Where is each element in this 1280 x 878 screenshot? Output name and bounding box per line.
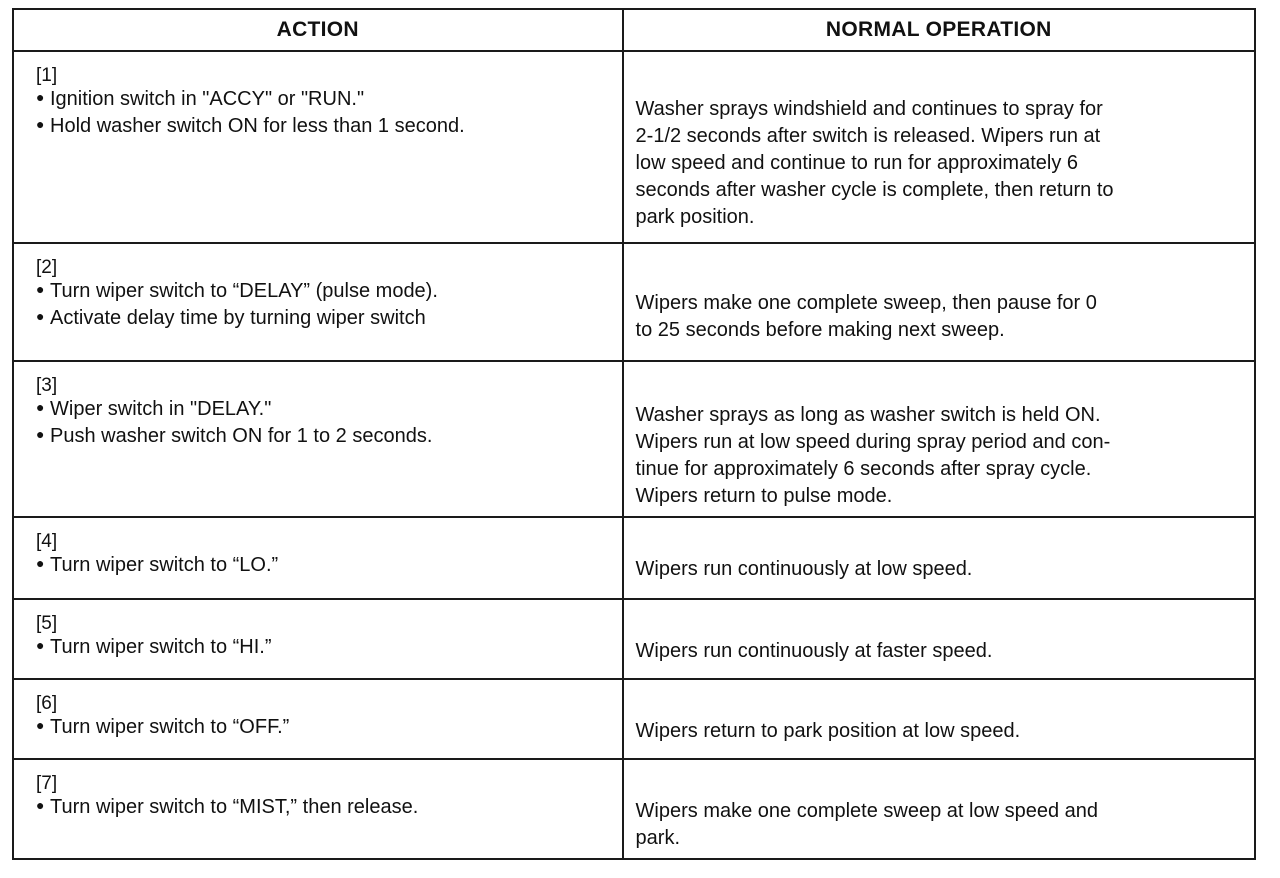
- action-cell: [13, 599, 623, 679]
- normal-operation-cell: [623, 599, 1255, 679]
- bullet-icon: ●: [36, 308, 45, 324]
- step-number: [6]: [36, 693, 58, 714]
- normal-operation-line: 2-1/2 seconds after switch is released. Wipers run at: [635, 125, 1101, 147]
- step-number: [2]: [36, 257, 58, 278]
- action-item: ● Ignition switch in "ACCY" or "RUN.": [36, 85, 612, 112]
- normal-operation-cell: [623, 243, 1255, 361]
- normal-operation-line: Wipers run continuously at low speed.: [635, 558, 973, 580]
- action-cell: [13, 243, 623, 361]
- bullet-icon: ●: [36, 797, 45, 813]
- action-cell: [13, 759, 623, 859]
- normal-operation-cell: [623, 679, 1255, 759]
- bullet-icon: ●: [36, 116, 45, 132]
- step-number: [1]: [36, 65, 58, 86]
- bullet-icon: ●: [36, 555, 45, 571]
- normal-operation-cell: [623, 517, 1255, 599]
- normal-operation-line: seconds after washer cycle is complete, then return to: [635, 179, 1114, 201]
- normal-operation-column-header: NORMAL OPERATION: [623, 9, 1255, 51]
- table-row: [13, 361, 1255, 517]
- action-cell: [13, 517, 623, 599]
- normal-operation-line: Wipers make one complete sweep at low speed and: [635, 800, 1099, 822]
- normal-operation-line: park position.: [635, 206, 755, 228]
- action-item: ● Turn wiper switch to “OFF.”: [36, 713, 612, 740]
- normal-operation-line: low speed and continue to run for approximately 6: [635, 152, 1079, 174]
- table-row: [13, 759, 1255, 859]
- normal-operation-line: Wipers return to pulse mode.: [635, 485, 893, 507]
- step-number: [4]: [36, 531, 58, 552]
- bullet-icon: ●: [36, 426, 45, 442]
- action-column-header: ACTION: [13, 9, 623, 51]
- action-cell: [13, 361, 623, 517]
- normal-operation-line: Wipers return to park position at low speed.: [635, 720, 1021, 742]
- step-number: [3]: [36, 375, 58, 396]
- step-number: [5]: [36, 613, 58, 634]
- table-row: [13, 679, 1255, 759]
- normal-operation-line: Wipers make one complete sweep, then pause for 0: [635, 292, 1097, 314]
- action-item: ● Push washer switch ON for 1 to 2 seconds.: [36, 422, 612, 449]
- action-cell: [13, 679, 623, 759]
- normal-operation-line: park.: [635, 827, 680, 849]
- table-row: [13, 517, 1255, 599]
- action-item: ● Turn wiper switch to “MIST,” then release.: [36, 793, 612, 820]
- bullet-icon: ●: [36, 637, 45, 653]
- wiper-operation-table: [12, 8, 1256, 860]
- normal-operation-cell: [623, 361, 1255, 517]
- step-number: [7]: [36, 773, 58, 794]
- normal-operation-line: to 25 seconds before making next sweep.: [635, 319, 1005, 341]
- normal-operation-line: Wipers run continuously at faster speed.: [635, 640, 993, 662]
- action-item: ● Turn wiper switch to “DELAY” (pulse mode).: [36, 277, 612, 304]
- normal-operation-line: Washer sprays as long as washer switch is held ON.: [635, 404, 1101, 426]
- bullet-icon: ●: [36, 717, 45, 733]
- bullet-icon: ●: [36, 89, 45, 105]
- action-item: ● Turn wiper switch to “LO.”: [36, 551, 612, 578]
- normal-operation-cell: [623, 51, 1255, 243]
- normal-operation-line: tinue for approximately 6 seconds after spray cycle.: [635, 458, 1092, 480]
- action-item: ● Wiper switch in "DELAY.": [36, 395, 612, 422]
- normal-operation-line: Washer sprays windshield and continues to spray for: [635, 98, 1103, 120]
- action-item: ● Hold washer switch ON for less than 1 second.: [36, 112, 612, 139]
- action-item: ● Activate delay time by turning wiper switch: [36, 304, 612, 331]
- bullet-icon: ●: [36, 281, 45, 297]
- action-item: ● Turn wiper switch to “HI.”: [36, 633, 612, 660]
- normal-operation-line: Wipers run at low speed during spray period and con-: [635, 431, 1111, 453]
- bullet-icon: ●: [36, 399, 45, 415]
- action-cell: [13, 51, 623, 243]
- table-row: [13, 51, 1255, 243]
- header-row: [13, 9, 1255, 51]
- normal-operation-cell: [623, 759, 1255, 859]
- table-row: [13, 243, 1255, 361]
- table-row: [13, 599, 1255, 679]
